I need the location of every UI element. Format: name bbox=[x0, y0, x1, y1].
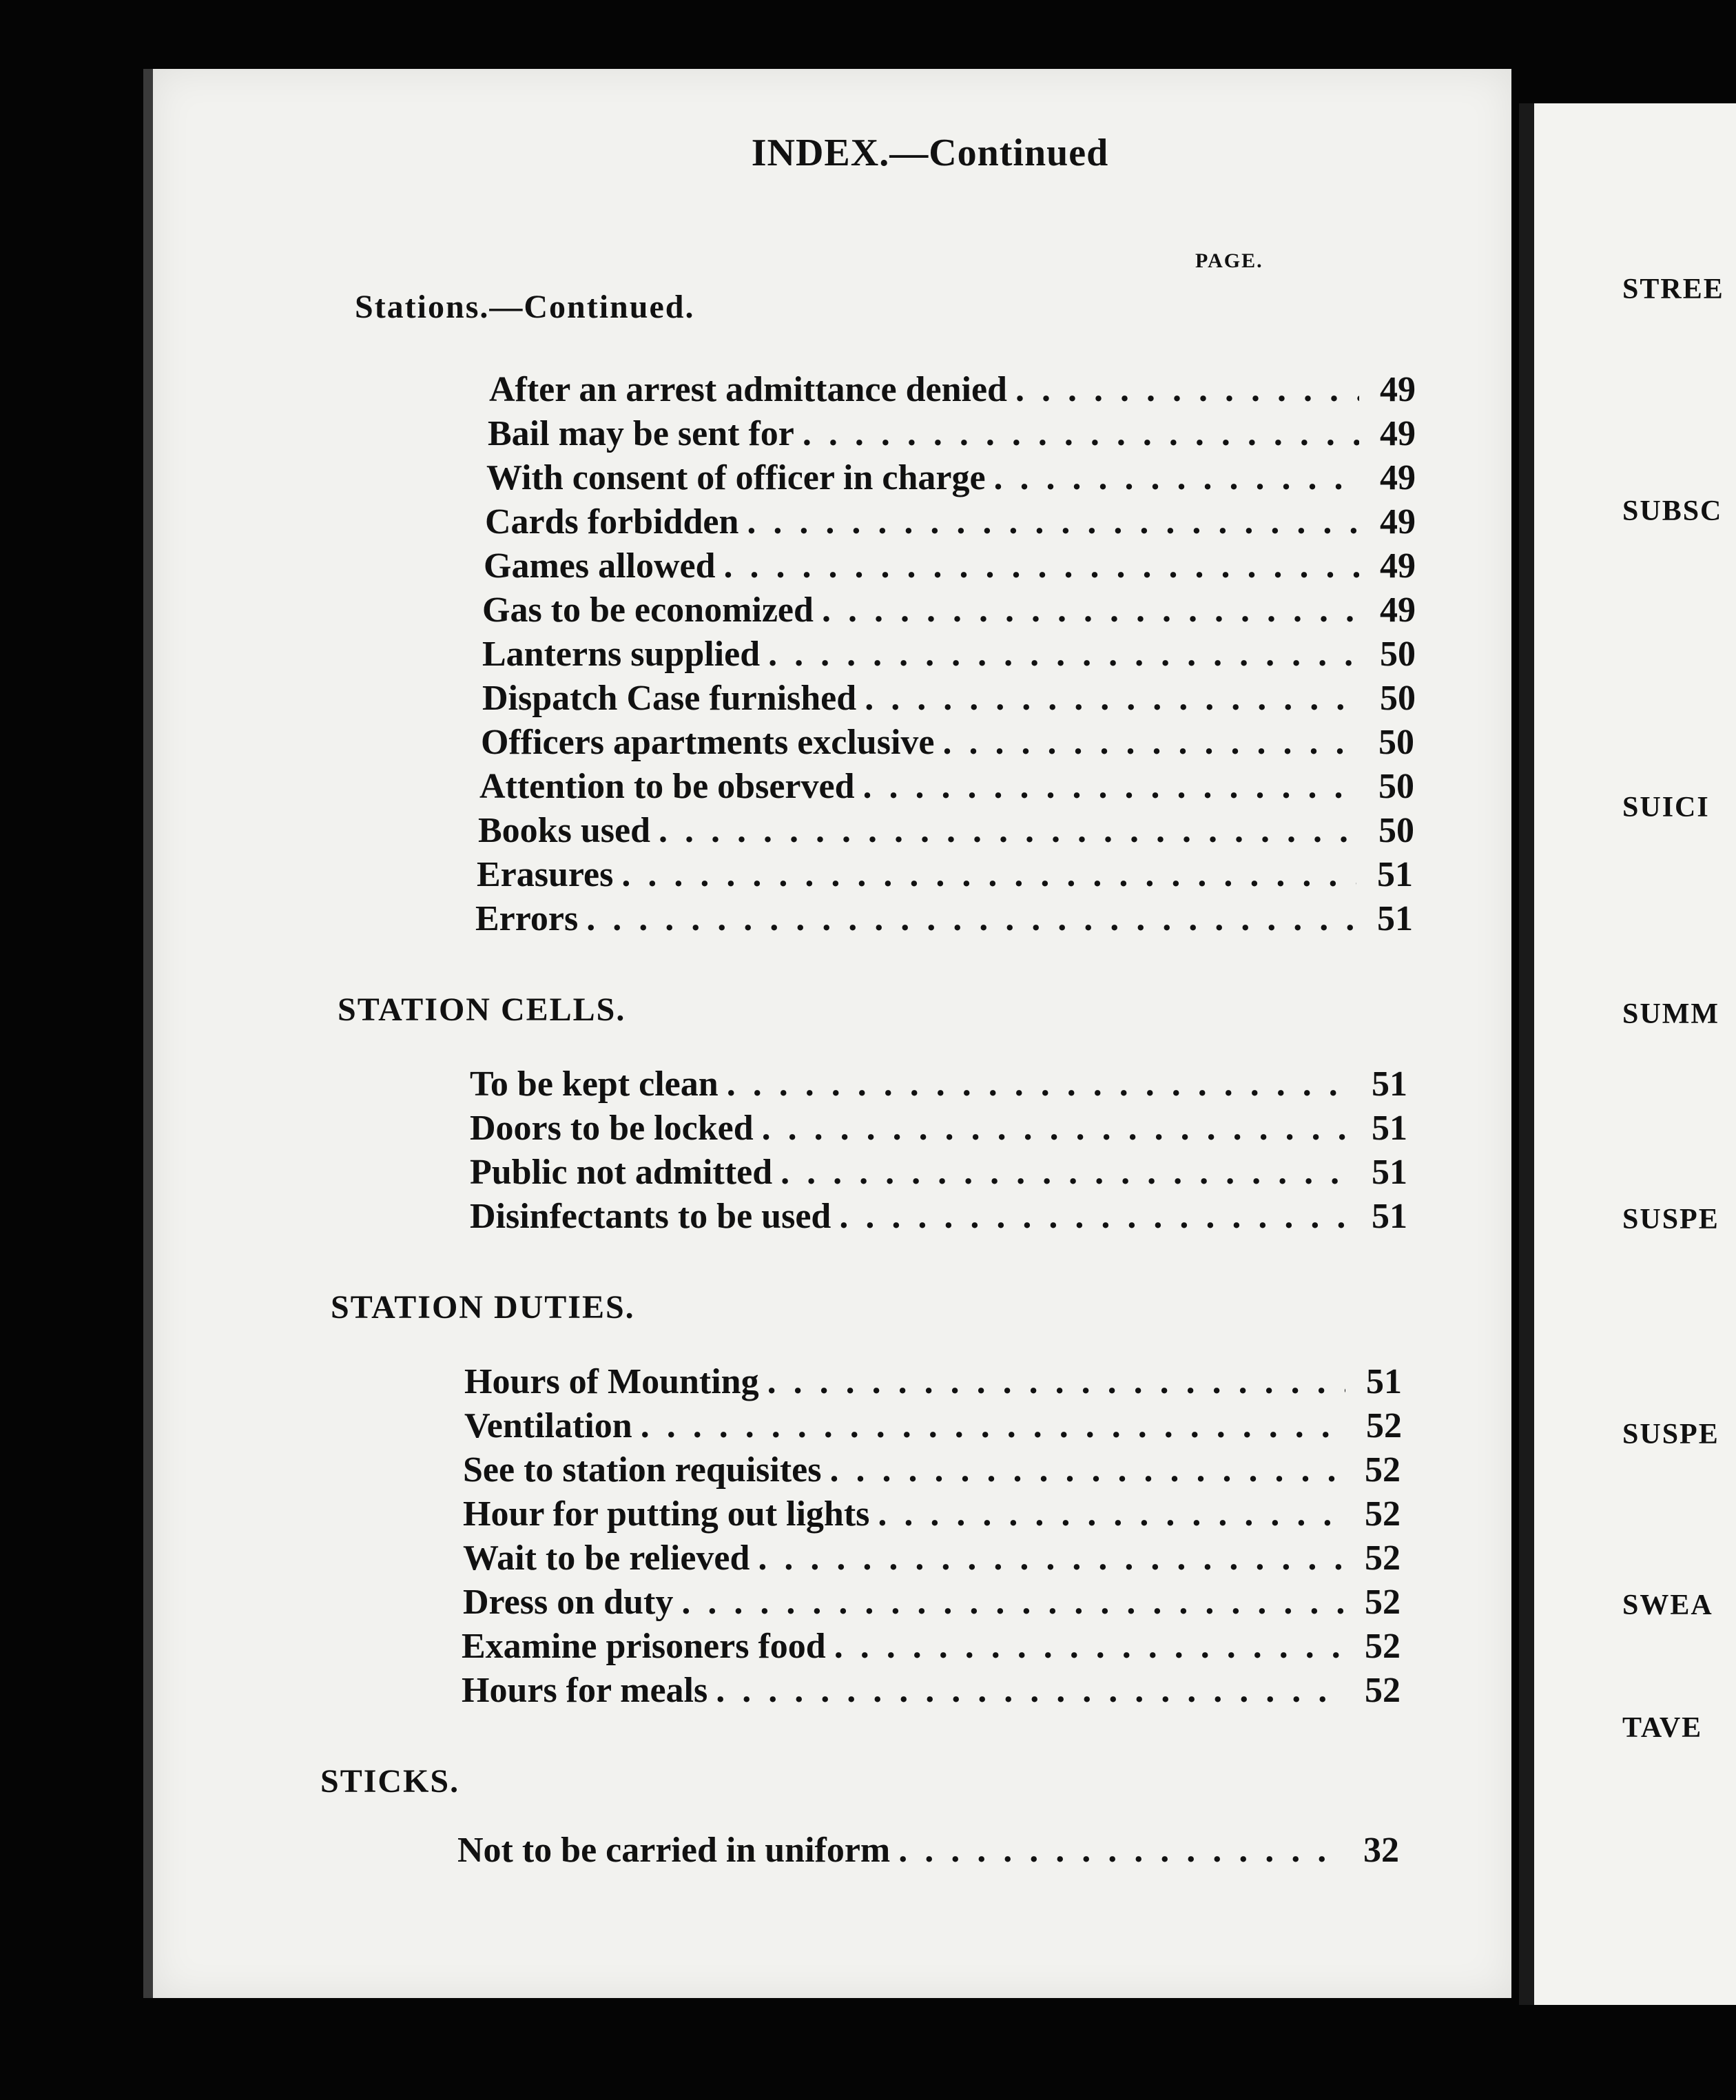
index-entry: Errors . . . 51 bbox=[475, 898, 1413, 943]
section-heading-sticks: STICKS. bbox=[320, 1763, 460, 1800]
index-entry: Officers apartments exclusive . . . 50 bbox=[481, 722, 1414, 766]
section-heading-station-cells: STATION CELLS. bbox=[338, 991, 626, 1028]
right-page-heading: SUSPE bbox=[1622, 1419, 1719, 1450]
index-entry: Dispatch Case furnished . . . 50 bbox=[482, 678, 1416, 722]
index-entry: To be kept clean . . . 51 bbox=[470, 1064, 1407, 1108]
index-entry: Lanterns supplied . . . 50 bbox=[482, 634, 1416, 678]
index-entry: Not to be carried in uniform . . . 32 bbox=[457, 1830, 1399, 1874]
right-page-clip bbox=[1519, 0, 1736, 2100]
index-entry: After an arrest admittance denied . . . 49 bbox=[489, 369, 1416, 413]
index-entry: Ventilation . . . 52 bbox=[464, 1406, 1402, 1450]
right-page-heading: SUSPE bbox=[1622, 1204, 1719, 1235]
index-entry: Attention to be observed . . . 50 bbox=[479, 766, 1414, 810]
page-column-label: PAGE. bbox=[1195, 249, 1263, 272]
section-heading-stations: Stations.—Continued. bbox=[355, 289, 695, 325]
index-entry: Wait to be relieved . . . 52 bbox=[463, 1538, 1401, 1582]
index-entry: Hours for meals . . . 52 bbox=[462, 1670, 1401, 1714]
index-entry: Books used . . . 50 bbox=[478, 810, 1414, 854]
right-page-heading: SWEA bbox=[1622, 1589, 1713, 1621]
index-entry: With consent of officer in charge . . . 49 bbox=[486, 457, 1416, 502]
index-entry: Disinfectants to be used . . . 51 bbox=[470, 1196, 1407, 1240]
right-page-heading: SUBSC bbox=[1622, 495, 1723, 527]
index-entry: Public not admitted . . . 51 bbox=[470, 1152, 1407, 1196]
right-page-heading: STREE bbox=[1622, 274, 1724, 305]
index-entry: Hour for putting out lights . . . 52 bbox=[463, 1494, 1401, 1538]
section-heading-station-duties: STATION DUTIES. bbox=[331, 1289, 635, 1326]
index-entry: See to station requisites . . . 52 bbox=[463, 1450, 1401, 1494]
index-entry: Doors to be locked . . . 51 bbox=[470, 1108, 1407, 1152]
index-entry: Games allowed . . . 49 bbox=[484, 546, 1416, 590]
index-entry: Gas to be economized . . . 49 bbox=[482, 590, 1416, 634]
index-entry: Bail may be sent for . . . 49 bbox=[488, 413, 1416, 457]
right-page-heading: TAVE bbox=[1622, 1712, 1703, 1744]
page-title: INDEX.—Continued bbox=[751, 132, 1109, 174]
right-page-heading: SUICI bbox=[1622, 792, 1710, 823]
index-entry: Examine prisoners food . . . 52 bbox=[462, 1626, 1401, 1670]
right-page-heading: SUMM bbox=[1622, 998, 1719, 1030]
index-entry: Dress on duty . . . 52 bbox=[463, 1582, 1401, 1626]
index-entry: Hours of Mounting . . . 51 bbox=[464, 1361, 1402, 1406]
index-entry: Erasures . . . 51 bbox=[477, 854, 1413, 898]
index-entry: Cards forbidden . . . 49 bbox=[485, 502, 1416, 546]
